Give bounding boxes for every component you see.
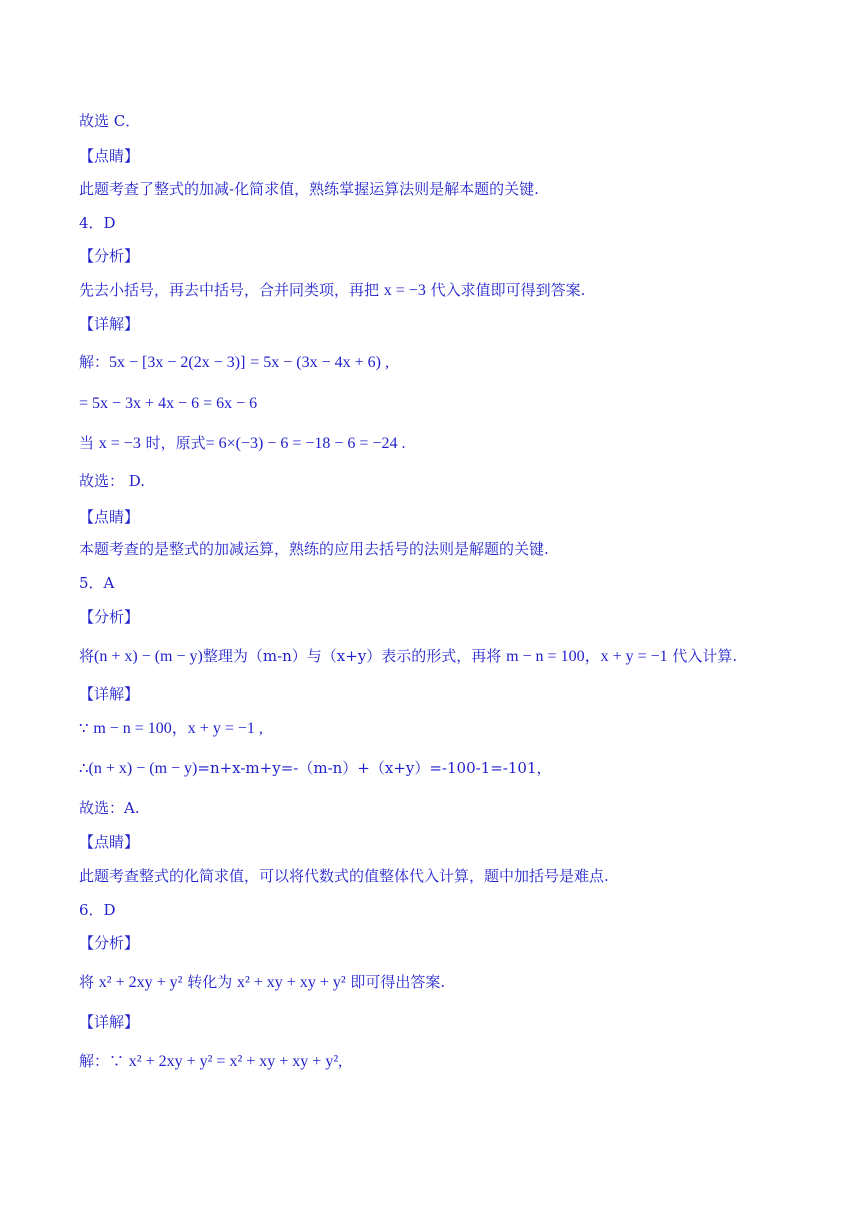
q5-analysis-heading: 【分析】 [79, 608, 140, 626]
q3-conclusion: 故选 C． [79, 112, 141, 130]
q4-answer: 4．D [79, 214, 116, 232]
q6-detail-heading: 【详解】 [79, 1013, 140, 1031]
q4-step2 [79, 392, 257, 415]
q4-step1-right: = 5x − (3x − 4x + 6) , [250, 354, 389, 371]
q4-analysis-heading: 【分析】 [79, 247, 140, 265]
q4-step2-formula: = 5x − 3x + 4x − 6 = 6x − 6 [79, 395, 258, 412]
q6-answer: 6．D [79, 901, 116, 919]
q5-therefore-tail: =n+x-m+y=-（m-n）+（x+y）=-100-1=-101， [197, 759, 552, 777]
q6-analysis [79, 971, 445, 994]
q5-given-b: m − n = 100，x + y = −1 , [93, 720, 263, 737]
q3-comment-heading: 【点睛】 [79, 147, 140, 165]
q6-analysis-mid: 转化为 [182, 973, 237, 991]
q4-analysis-post: 代入求值即可得到答案. [425, 281, 586, 299]
q5-analysis-mid: 整理为（m-n）与（x+y）表示的形式，再将 [202, 647, 507, 665]
q4-comment: 本题考查的是整式的加减运算，熟练的应用去括号的法则是解题的关键. [79, 540, 549, 558]
q4-detail-intro: 解： [79, 353, 110, 371]
q6-detail-formula: x² + 2xy + y² = x² + xy + xy + y², [128, 1053, 343, 1070]
q5-analysis [79, 645, 737, 668]
q4-analysis-pre: 先去小括号，再去中括号，合并同类项，再把 [79, 281, 384, 299]
q4-eval-formula: = 6×(−3) − 6 = −18 − 6 = −24 . [205, 435, 406, 452]
q6-analysis-pre: 将 [79, 973, 99, 991]
q5-expr-b: (n + x) − (m − y) [88, 760, 198, 777]
q5-analysis-pre: 将 [79, 647, 95, 665]
q5-answer: 5．A [79, 574, 115, 592]
formula-x-eq-neg3-b: x = −3 [98, 435, 141, 452]
q4-conclusion: 故选： D. [79, 472, 146, 490]
q5-comment: 此题考查整式的化简求值，可以将代数式的值整体代入计算，题中加括号是难点. [79, 867, 609, 885]
q4-when: 当 [79, 434, 99, 452]
q4-comment-heading: 【点睛】 [79, 508, 140, 526]
q4-step1 [79, 351, 389, 374]
q6-analysis-heading: 【分析】 [79, 934, 140, 952]
q5-analysis-post: 代入计算. [667, 647, 738, 665]
q5-expr: (n + x) − (m − y) [94, 648, 203, 665]
q5-therefore: ∴ [79, 759, 89, 777]
q4-step1-left: 5x − [3x − 2(2x − 3)] [109, 354, 246, 371]
q6-detail [79, 1050, 342, 1073]
q3-comment: 此题考查了整式的加减-化简求值，熟练掌握运算法则是解本题的关键. [79, 180, 539, 198]
q5-therefore-line [79, 757, 552, 780]
q6-to: x² + xy + xy + y² [236, 974, 346, 991]
q5-comment-heading: 【点睛】 [79, 833, 140, 851]
q5-detail-heading: 【详解】 [79, 685, 140, 703]
q6-analysis-post: 即可得出答案. [345, 973, 446, 991]
q6-detail-intro: 解：∵ [79, 1052, 129, 1070]
q5-because: ∵ [79, 719, 94, 737]
q4-analysis [79, 279, 585, 302]
q5-conclusion: 故选：A. [79, 799, 140, 817]
q5-because-line [79, 717, 263, 740]
q5-given: m − n = 100，x + y = −1 [506, 648, 668, 665]
q4-eval [79, 432, 405, 455]
formula-x-eq-neg3: x = −3 [383, 282, 426, 299]
q6-from: x² + 2xy + y² [98, 974, 183, 991]
q4-detail-heading: 【详解】 [79, 315, 140, 333]
q4-when-mid: 时，原式 [140, 434, 206, 452]
